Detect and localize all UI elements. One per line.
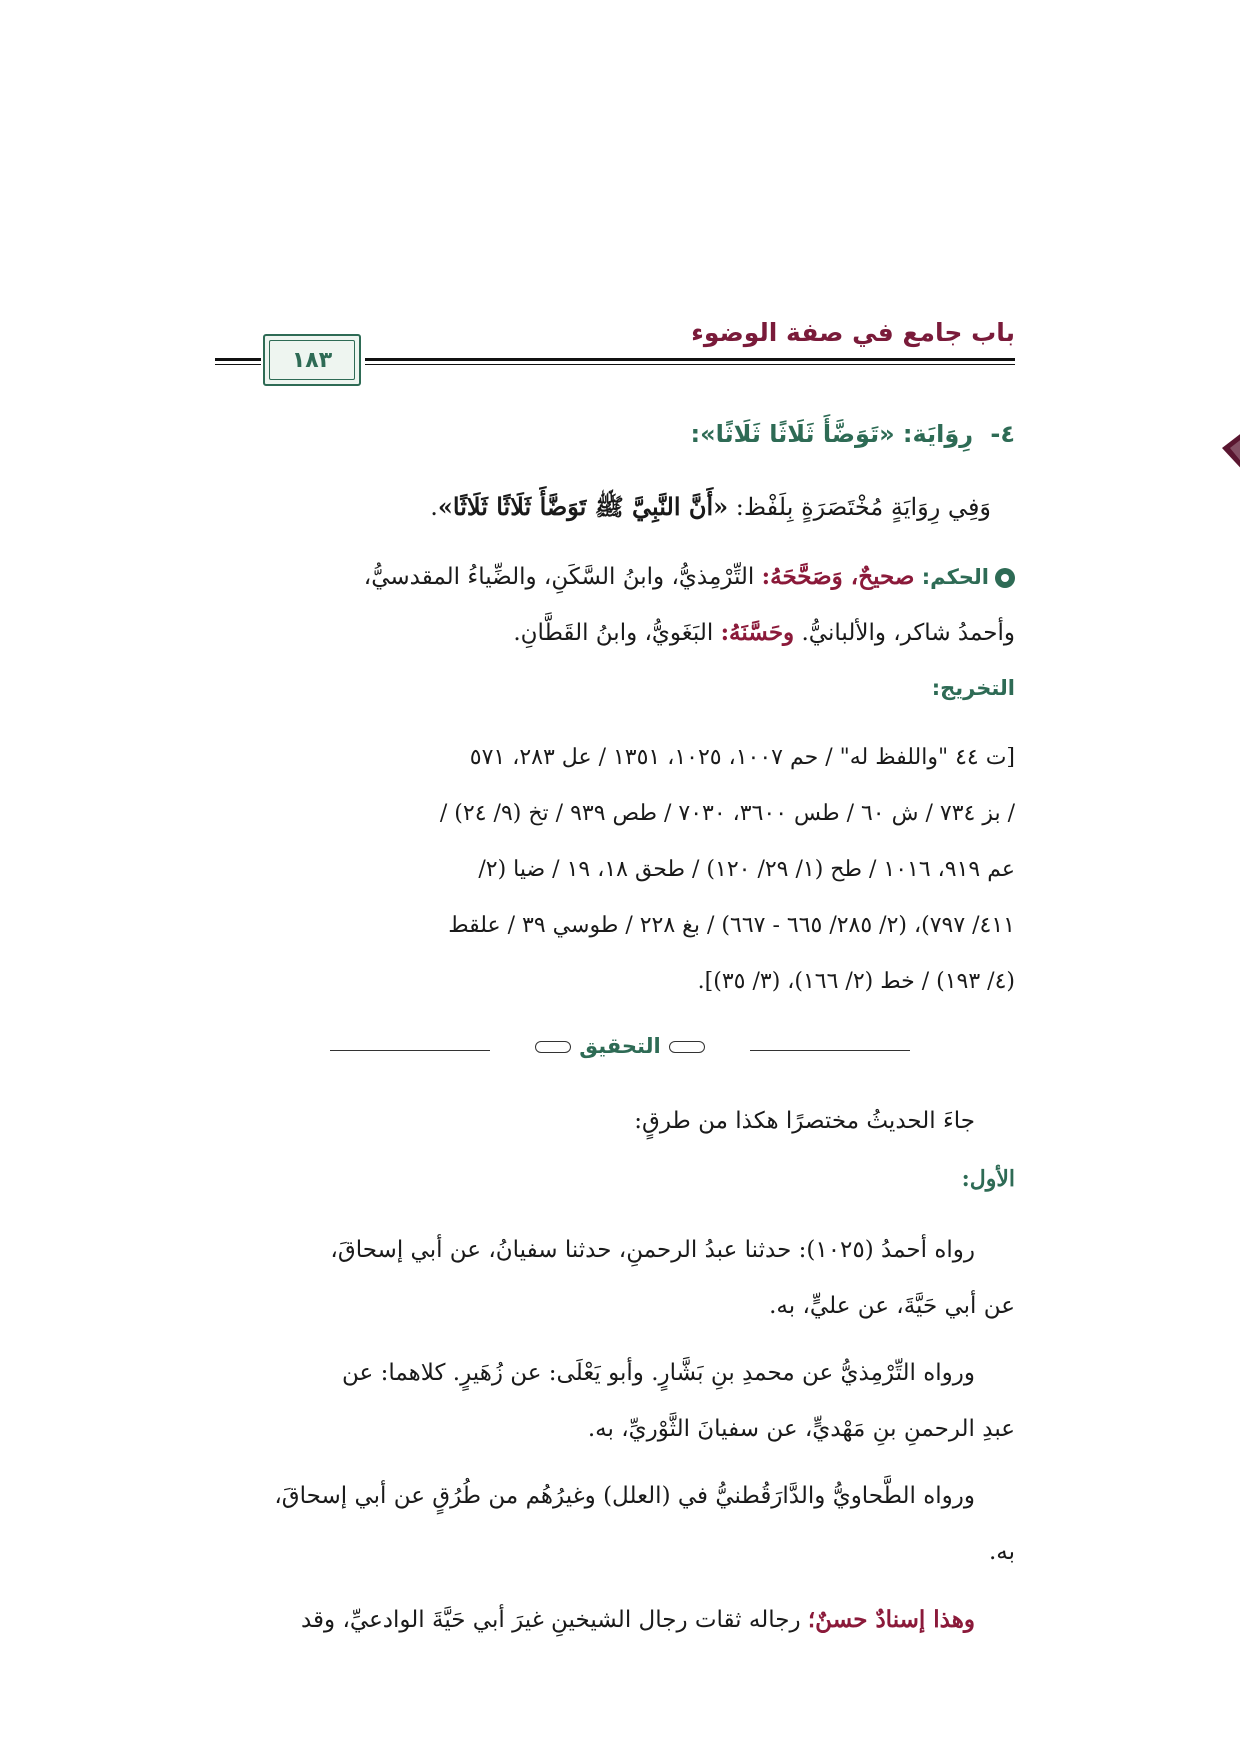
- section-heading: رِوَايَة: «تَوَضَّأَ ثَلَاثًا ثَلَاثًا»:: [690, 420, 974, 448]
- narration-prefix: وَفِي رِوَايَةٍ مُخْتَصَرَةٍ بِلَفْظ:: [728, 493, 991, 521]
- takhrij-line: عم ٩١٩، ١٠١٦ / طح (١/ ٢٩/ ١٢٠) / طحق ١٨، ١٩ / ضيا (٢/: [478, 857, 1015, 882]
- hasan-label: وحَسَّنَهُ:: [720, 619, 795, 646]
- takhrij-line: (٤/ ١٩٣) / خط (٢/ ١٦٦)، (٣/ ٣٥)].: [697, 969, 1015, 994]
- narration-quote: «أَنَّ النَّبِيَّ ﷺ تَوَضَّأَ ثَلَاثًا ثَلَاثًا»: [437, 492, 729, 521]
- ruling-line1-rest: التِّرْمِذيُّ، وابنُ السَّكَنِ، والضِّياءُ المقدسيُّ،: [363, 564, 762, 590]
- ruling-line2-rest: البَغَويُّ، وابنُ القَطَّانِ.: [513, 620, 721, 646]
- section-number: ٤-: [990, 420, 1015, 448]
- paragraph-line: ورواه الطَّحاويُّ والدَّارَقُطنيُّ في (العلل) وغيرُهُم من طُرُقٍ عن أبي إسحاقَ،: [274, 1483, 975, 1509]
- first-heading: الأول:: [961, 1166, 1015, 1192]
- page-number: ١٨٣: [291, 347, 333, 373]
- ruling-value: صحيحٌ، وَصَحَّحَهُ:: [761, 563, 915, 590]
- first-heading-line: [215, 1166, 1015, 1192]
- takhrij-line: / بز ٧٣٤ / ش ٦٠ / طس ٣٦٠٠، ٧٠٣٠ / طص ٩٣٩ / تخ (٩/ ٢٤) /: [439, 801, 1015, 826]
- corner-ornament-icon: [1222, 428, 1240, 476]
- takhrij-heading: التخريج:: [931, 676, 1015, 700]
- paragraph-line: به.: [988, 1539, 1015, 1565]
- narration-suffix: .: [430, 493, 438, 521]
- intro-line: جاءَ الحديثُ مختصرًا هكذا من طرقٍ:: [634, 1108, 975, 1134]
- content-column-lower: [215, 0, 1015, 1754]
- paragraph-line: ورواه التِّرْمِذيُّ عن محمدِ بنِ بَشَّارٍ. وأبو يَعْلَى: عن زُهَيرٍ. كلاهما: عن: [342, 1360, 975, 1386]
- ruling-line2-start: وأحمدُ شاكر، والألبانيُّ.: [794, 620, 1015, 646]
- isnad-verdict: وهذا إسنادٌ حسنٌ؛: [807, 1606, 975, 1633]
- paragraph-line: عبدِ الرحمنِ بنِ مَهْديٍّ، عن سفيانَ الثَّوْريِّ، به.: [587, 1416, 1015, 1442]
- paragraph-line: عن أبي حَيَّةَ، عن عليٍّ، به.: [769, 1293, 1015, 1319]
- takhrij-line: [ت ٤٤ "واللفظ له" / حم ١٠٠٧، ١٠٢٥، ١٣٥١ / عل ٢٨٣، ٥٧١: [469, 745, 1015, 770]
- paragraph-line: [215, 1606, 975, 1633]
- takhrij-line: ٤١١/ ٧٩٧)، (٢/ ٢٨٥/ ٦٦٥ - ٦٦٧) / بغ ٢٢٨ / طوسي ٣٩ / علقط: [448, 913, 1015, 938]
- tahqiq-heading: التحقيق: [579, 1034, 661, 1058]
- ruling-label: الحكم:: [921, 565, 989, 589]
- chapter-title: باب جامع في صفة الوضوء: [691, 318, 1015, 347]
- isnad-rest: رجاله ثقات رجال الشيخينِ غيرَ أبي حَيَّةَ الوادعيِّ، وقد: [300, 1607, 808, 1633]
- paragraph-line: رواه أحمدُ (١٠٢٥): حدثنا عبدُ الرحمنِ، حدثنا سفيانُ، عن أبي إسحاقَ،: [330, 1237, 975, 1263]
